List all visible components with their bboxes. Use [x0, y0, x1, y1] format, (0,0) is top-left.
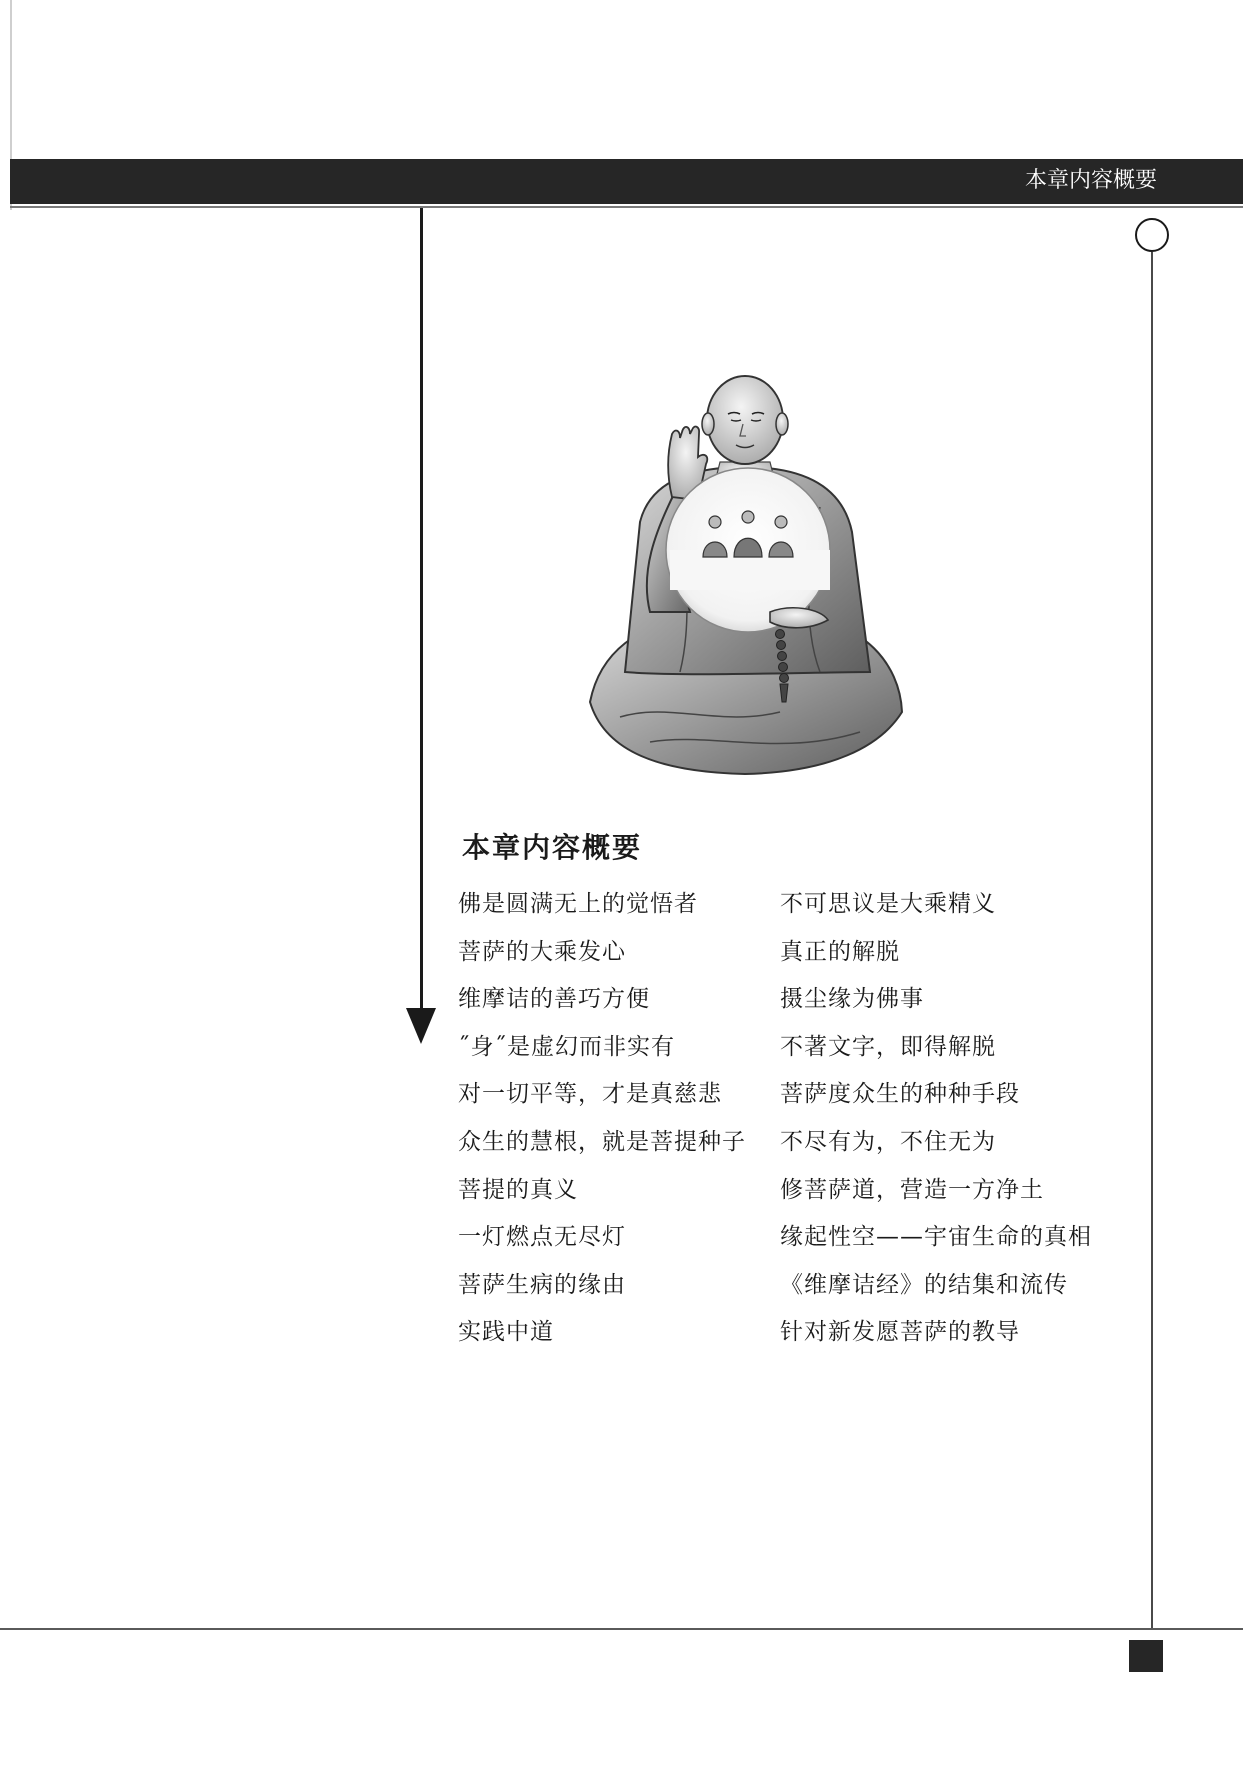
toc-item: 《维摩诘经》的结集和流传 — [780, 1271, 1068, 1298]
toc-left-column — [458, 886, 746, 1362]
toc-item: 对一切平等，才是真慈悲 — [458, 1081, 722, 1108]
toc-item: ˝身˝是虚幻而非实有 — [458, 1033, 675, 1060]
toc-item: 针对新发愿菩萨的教导 — [780, 1319, 1020, 1346]
toc-item: 菩萨度众生的种种手段 — [780, 1081, 1020, 1108]
page-tab-marker — [1129, 1640, 1163, 1672]
toc-item: 菩提的真义 — [458, 1176, 578, 1203]
toc-item: 菩萨生病的缘由 — [458, 1271, 626, 1298]
chapter-header-bar — [10, 159, 1243, 204]
vertical-arrow-line — [420, 208, 423, 1010]
toc-item: 众生的慧根，就是菩提种子 — [458, 1128, 746, 1155]
toc-item: 不著文字，即得解脱 — [780, 1033, 996, 1060]
toc-right-column — [780, 886, 1092, 1362]
toc-item: 缘起性空——宇宙生命的真相 — [780, 1224, 1092, 1251]
toc-item: 佛是圆满无上的觉悟者 — [458, 891, 698, 917]
toc-item: 真正的解脱 — [780, 938, 900, 965]
footer-rule — [0, 1628, 1243, 1630]
toc-item: 不可思议是大乘精义 — [780, 891, 996, 917]
ring-marker-icon — [1135, 218, 1169, 252]
section-title: 本章内容概要 — [462, 831, 643, 864]
toc-item: 不尽有为，不住无为 — [780, 1128, 996, 1155]
toc-item: 一灯燃点无尽灯 — [458, 1224, 626, 1251]
arrow-down-icon — [406, 1008, 436, 1044]
seated-monk-illustration — [580, 372, 910, 782]
header-title: 本章内容概要 — [1024, 168, 1157, 193]
right-vertical-rule — [1151, 252, 1153, 1630]
header-divider — [10, 206, 1243, 208]
toc-item: 修菩萨道，营造一方净土 — [780, 1176, 1044, 1203]
toc-item: 菩萨的大乘发心 — [458, 938, 626, 965]
toc-item: 维摩诘的善巧方便 — [458, 986, 650, 1013]
toc-item: 实践中道 — [458, 1319, 554, 1346]
toc-item: 摄尘缘为佛事 — [780, 986, 924, 1013]
